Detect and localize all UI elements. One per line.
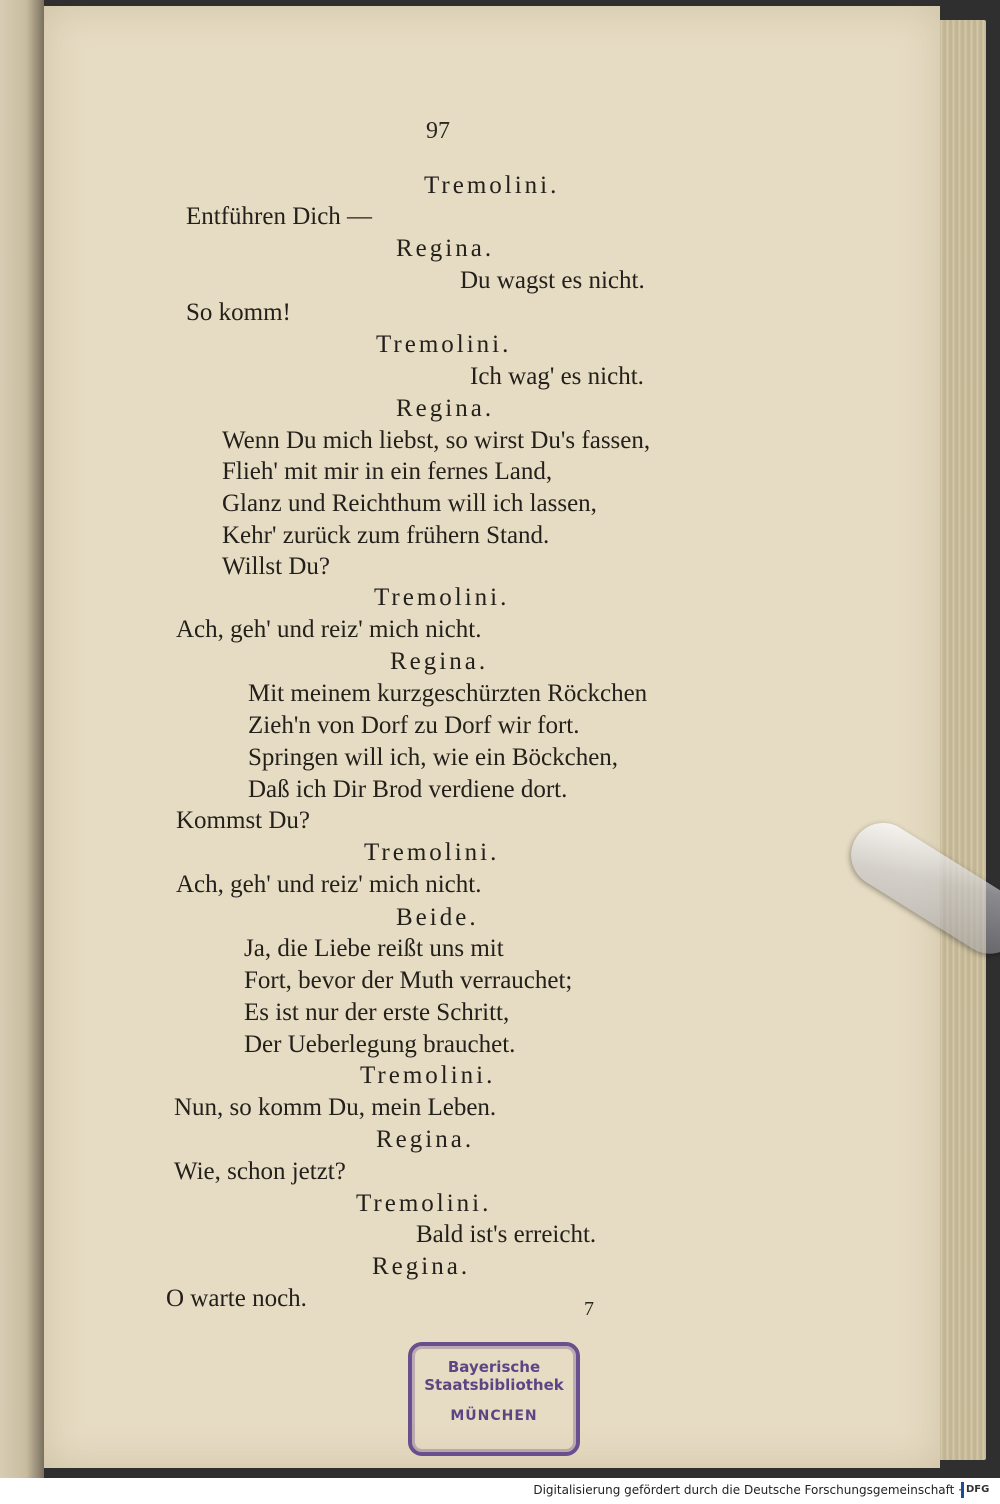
stamp-line-2: Staatsbibliothek <box>424 1376 564 1394</box>
speaker-name: Regina. <box>372 1253 471 1280</box>
verse-line: Ich wag' es nicht. <box>470 363 644 390</box>
speaker-name: Tremolini. <box>364 839 500 866</box>
dfg-logo-icon: DFG <box>961 1482 996 1498</box>
speaker-name: Regina. <box>396 395 495 422</box>
speaker-name: Tremolini. <box>374 584 510 611</box>
speaker-name: Regina. <box>390 648 489 675</box>
verse-line: O warte noch. <box>166 1285 307 1312</box>
stamp-line-3: MÜNCHEN <box>450 1408 538 1424</box>
verse-line: Es ist nur der erste Schritt, <box>244 999 510 1026</box>
verse-line: Der Ueberlegung brauchet. <box>244 1031 516 1058</box>
verse-line: Willst Du? <box>222 553 331 580</box>
speaker-name: Tremolini. <box>424 172 560 199</box>
speaker-name: Tremolini. <box>376 331 512 358</box>
verse-line: Daß ich Dir Brod verdiene dort. <box>248 776 568 803</box>
speaker-name: Beide. <box>396 904 479 931</box>
verse-line: Wie, schon jetzt? <box>174 1158 346 1185</box>
verse-line: Nun, so komm Du, mein Leben. <box>174 1094 497 1121</box>
speaker-name: Tremolini. <box>360 1062 496 1089</box>
verse-line: Ach, geh' und reiz' mich nicht. <box>176 616 482 643</box>
verse-line: Entführen Dich — <box>186 203 373 230</box>
verse-line: Du wagst es nicht. <box>460 267 645 294</box>
speaker-name: Regina. <box>396 235 495 262</box>
verse-line: Bald ist's erreicht. <box>416 1221 597 1248</box>
verse-line: Ach, geh' und reiz' mich nicht. <box>176 871 482 898</box>
page-number: 97 <box>426 118 450 144</box>
verse-line: Glanz und Reichthum will ich lassen, <box>222 490 597 517</box>
verse-line: Flieh' mit mir in ein fernes Land, <box>222 458 553 485</box>
footer-credit: Digitalisierung gefördert durch die Deutsche Forschungsgemeinschaft · <box>533 1483 962 1497</box>
verse-line: Mit meinem kurzgeschürzten Röckchen <box>248 680 648 707</box>
stamp-line-1: Bayerische <box>447 1358 541 1376</box>
verse-line: Ja, die Liebe reißt uns mit <box>244 935 504 962</box>
previous-page-edge <box>0 0 44 1478</box>
verse-line: Springen will ich, wie ein Böckchen, <box>248 744 619 771</box>
verse-line: Kehr' zurück zum frühern Stand. <box>222 522 550 549</box>
library-stamp <box>408 1342 580 1456</box>
signature-mark: 7 <box>584 1298 594 1320</box>
verse-line: Wenn Du mich liebst, so wirst Du's fassen, <box>222 427 651 454</box>
verse-line: Fort, bevor der Muth verrauchet; <box>244 967 573 994</box>
book-page <box>44 6 940 1468</box>
verse-line: Kommst Du? <box>176 807 311 834</box>
speaker-name: Tremolini. <box>356 1190 492 1217</box>
verse-line: So komm! <box>186 299 291 326</box>
verse-line: Zieh'n von Dorf zu Dorf wir fort. <box>248 712 580 739</box>
speaker-name: Regina. <box>376 1126 475 1153</box>
footer-bar <box>0 1478 1000 1504</box>
